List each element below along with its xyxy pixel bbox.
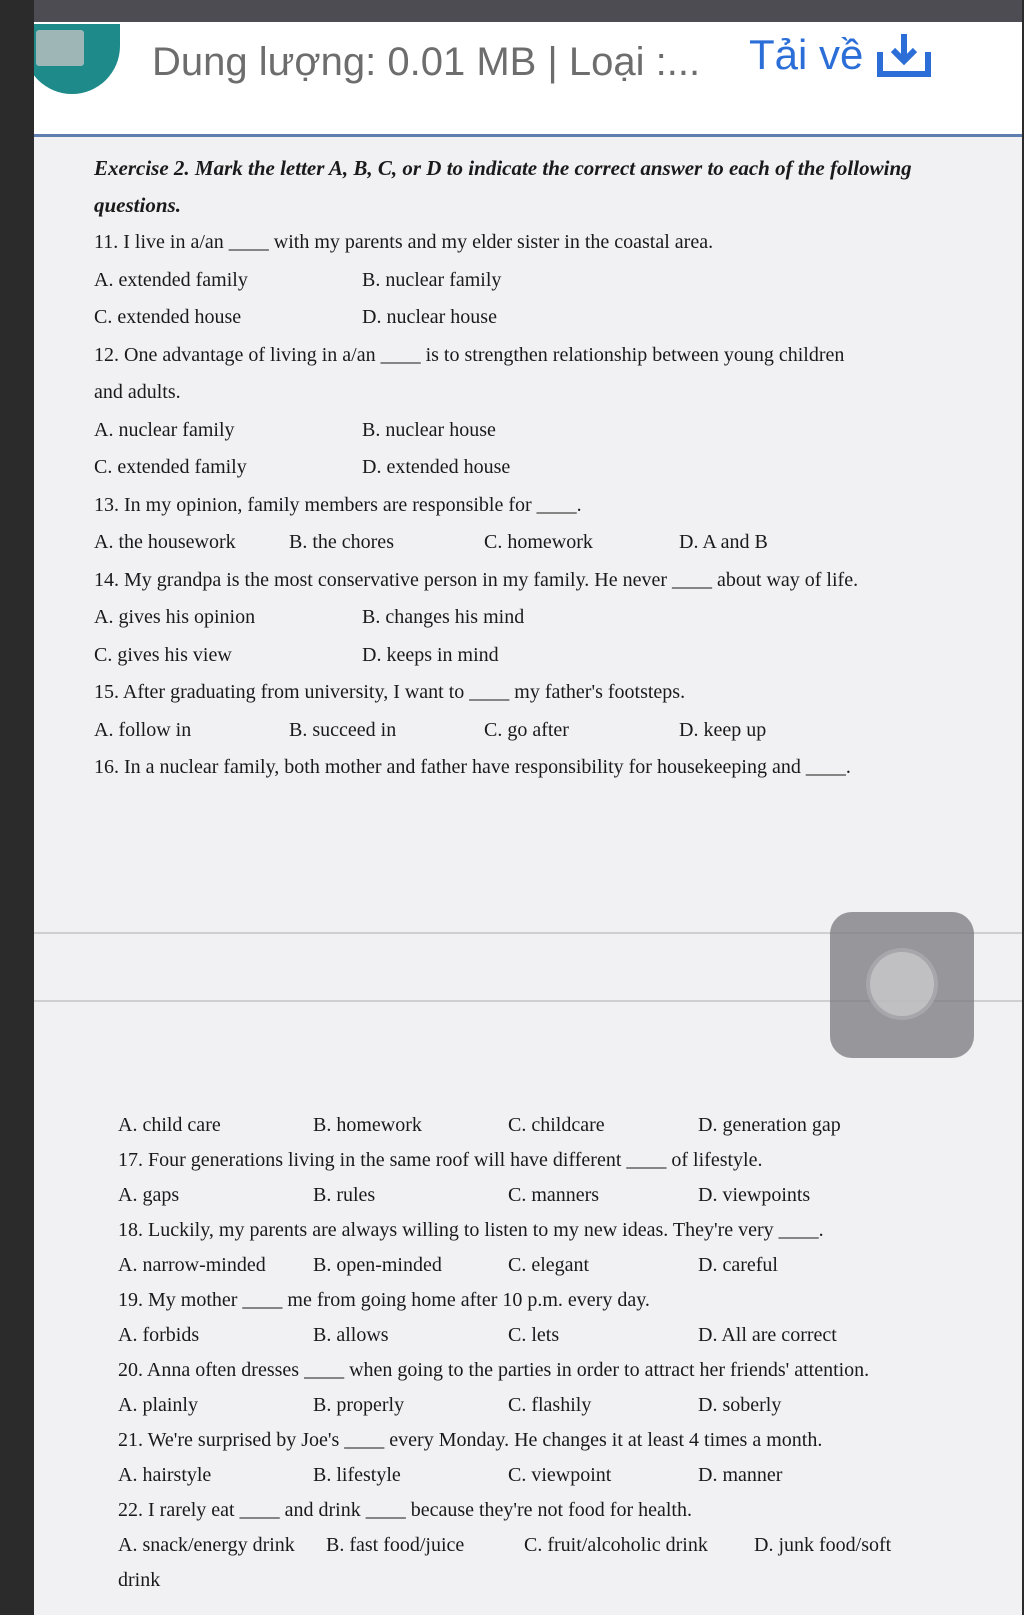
question-13: 13. In my opinion, family members are responsible for ____.: [94, 493, 582, 516]
option: A. child care: [118, 1114, 221, 1136]
status-strip: [34, 0, 1022, 22]
option: D. junk food/soft: [754, 1534, 892, 1556]
option: B. the chores: [289, 531, 394, 553]
question-16: 16. In a nuclear family, both mother and father have responsibility for housekeeping and ____.: [94, 756, 851, 778]
option: D. keep up: [679, 718, 767, 741]
option: C. extended family: [94, 456, 247, 478]
options-22: [118, 1528, 998, 1563]
option: A. the housework: [94, 531, 236, 553]
option: C. go after: [484, 718, 569, 741]
exercise-content: [94, 150, 1014, 787]
exercise-title: Exercise 2. Mark the letter A, B, C, or D to indicate the correct answer to each of the following: [94, 156, 912, 180]
option: C. manners: [508, 1184, 600, 1206]
option: D. keeps in mind: [362, 643, 499, 666]
option: A. gaps: [118, 1184, 180, 1206]
circle-icon: [866, 948, 938, 1020]
option: A. nuclear family: [94, 418, 235, 441]
option: B. changes his mind: [362, 606, 525, 628]
options-20: [118, 1388, 998, 1423]
option: C. flashily: [508, 1394, 592, 1416]
option: A. extended family: [94, 268, 248, 291]
exercise-content-continued: [118, 1108, 998, 1598]
exercise-title-cont: questions.: [94, 193, 181, 217]
option: D. viewpoints: [698, 1184, 811, 1206]
option: D. soberly: [698, 1394, 782, 1416]
option: A. snack/energy drink: [118, 1534, 295, 1556]
option: D. nuclear house: [362, 306, 497, 328]
option: D. extended house: [362, 456, 511, 478]
option: B. nuclear family: [362, 268, 502, 291]
option: B. lifestyle: [313, 1464, 401, 1486]
download-label: Tải về: [749, 31, 864, 78]
option: C. homework: [484, 531, 593, 553]
option: A. follow in: [94, 718, 192, 741]
option: C. extended house: [94, 306, 242, 328]
question-12: 12. One advantage of living in a/an ____ is to strengthen relationship between young children: [94, 343, 845, 366]
question-11: 11. I live in a/an ____ with my parents and my elder sister in the coastal area.: [94, 231, 714, 253]
option: B. homework: [313, 1114, 422, 1136]
option: B. properly: [313, 1394, 405, 1416]
option: D. generation gap: [698, 1114, 841, 1136]
question-17: 17. Four generations living in the same roof will have different ____ of lifestyle.: [118, 1149, 763, 1171]
options-15: [94, 712, 1014, 750]
question-15: 15. After graduating from university, I want to ____ my father's footsteps.: [94, 681, 686, 703]
option: D. All are correct: [698, 1324, 837, 1346]
options-19: [118, 1318, 998, 1353]
option: C. fruit/alcoholic drink: [524, 1534, 708, 1556]
option: A. narrow-minded: [118, 1254, 266, 1276]
options-12: [94, 412, 1014, 487]
options-17: [118, 1178, 998, 1213]
option: C. childcare: [508, 1114, 605, 1136]
option: D. A and B: [679, 531, 768, 553]
question-19: 19. My mother ____ me from going home after 10 p.m. every day.: [118, 1289, 650, 1311]
option: A. forbids: [118, 1324, 200, 1346]
options-21: [118, 1458, 998, 1493]
options-11: [94, 262, 1014, 337]
option: A. plainly: [118, 1394, 198, 1416]
options-18: [118, 1248, 998, 1283]
option: C. elegant: [508, 1254, 590, 1276]
option: B. fast food/juice: [326, 1534, 465, 1556]
option: C. lets: [508, 1324, 560, 1346]
option: C. gives his view: [94, 643, 232, 666]
app-logo: [34, 24, 120, 94]
option: D. manner: [698, 1464, 783, 1486]
download-icon: [875, 30, 933, 80]
options-14: [94, 599, 1014, 674]
options-16: [118, 1108, 998, 1143]
question-18: 18. Luckily, my parents are always willing to listen to my new ideas. They're very ____.: [118, 1219, 824, 1241]
assistive-touch-button[interactable]: [830, 912, 974, 1058]
option: B. nuclear house: [362, 418, 496, 441]
option: B. rules: [313, 1184, 376, 1206]
option: C. viewpoint: [508, 1464, 612, 1486]
option: B. allows: [313, 1324, 389, 1346]
option: A. hairstyle: [118, 1464, 212, 1486]
option: A. gives his opinion: [94, 606, 256, 628]
option: B. succeed in: [289, 718, 397, 741]
option-continuation: drink: [118, 1569, 161, 1591]
option: D. careful: [698, 1254, 778, 1276]
question-20: 20. Anna often dresses ____ when going to the parties in order to attract her friends' attention.: [118, 1359, 870, 1381]
question-14: 14. My grandpa is the most conservative person in my family. He never ____ about way of life.: [94, 568, 859, 591]
question-12-cont: and adults.: [94, 381, 181, 403]
option: B. open-minded: [313, 1254, 442, 1276]
file-info: Dung lượng: 0.01 MB | Loại :...: [152, 40, 701, 84]
download-header: [34, 22, 1022, 137]
download-button[interactable]: [749, 30, 933, 80]
question-21: 21. We're surprised by Joe's ____ every Monday. He changes it at least 4 times a month.: [118, 1429, 823, 1451]
screen: [34, 0, 1022, 1615]
question-22: 22. I rarely eat ____ and drink ____ because they're not food for health.: [118, 1499, 692, 1521]
options-13: [94, 524, 1014, 562]
